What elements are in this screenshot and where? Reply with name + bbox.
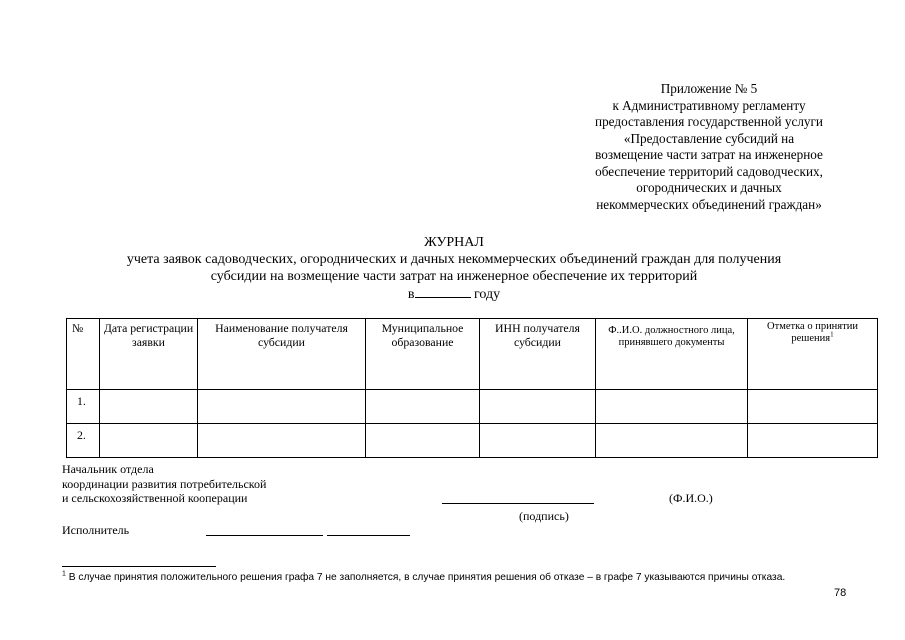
- col-header-recipient: Наименование получателя субсидии: [198, 319, 366, 390]
- col-header-inn: ИНН получателя субсидии: [480, 319, 596, 390]
- col-header-decision: Отметка о принятии решения$^1$: [748, 319, 878, 390]
- annex-header: [560, 81, 858, 213]
- table-cell[interactable]: [366, 390, 480, 424]
- signatory-position: [62, 462, 266, 506]
- footnote-ref: 1: [830, 330, 834, 339]
- annex-line: Приложение № 5: [660, 81, 758, 96]
- position-line: и сельскохозяйственной кооперации: [62, 491, 248, 505]
- annex-line: предоставления государственной услуги: [595, 114, 823, 129]
- journal-title: [60, 234, 848, 303]
- annex-line: обеспечение территорий садоводческих,: [595, 163, 823, 179]
- annex-line: огороднических и дачных: [636, 180, 782, 195]
- table-cell[interactable]: [100, 424, 198, 458]
- table-cell[interactable]: [480, 390, 596, 424]
- footnote-text: В случае принятия положительного решения графа 7 не заполняется, в случае принятия решения об отказе – в графе 7 указываются причины отказа.: [65, 572, 786, 583]
- executor-phone-line[interactable]: [327, 535, 410, 536]
- table-cell[interactable]: [480, 424, 596, 458]
- year-prefix: в: [407, 287, 415, 302]
- col-header-municipality: Муниципальное образование: [366, 319, 480, 390]
- executor-name-line[interactable]: [206, 535, 323, 536]
- footnote-mark: 1: [62, 570, 66, 578]
- footnote: [62, 572, 785, 584]
- position-line: координации развития потребительской: [62, 476, 267, 491]
- table-cell[interactable]: [748, 424, 878, 458]
- table-cell[interactable]: [596, 424, 748, 458]
- journal-heading: ЖУРНАЛ: [424, 235, 484, 250]
- journal-subtitle-line1: учета заявок садоводческих, огороднических и дачных некоммерческих объединений граждан для получения: [126, 252, 782, 267]
- journal-subtitle-line2: субсидии на возмещение части затрат на инженерное обеспечение их территорий: [210, 269, 698, 284]
- executor-label: Исполнитель: [62, 523, 130, 537]
- table-cell[interactable]: [198, 424, 366, 458]
- page-number: 78: [834, 587, 847, 599]
- col-header-date: Дата регистрации заявки: [100, 319, 198, 390]
- col-header-number: №: [67, 319, 100, 390]
- signature-line[interactable]: [442, 503, 594, 504]
- year-line: [60, 285, 848, 303]
- table-row: [67, 390, 878, 424]
- journal-table: [66, 318, 878, 458]
- annex-line: некоммерческих объединений граждан»: [596, 196, 822, 212]
- footnote-divider: [62, 566, 216, 567]
- table-cell-number: 2.: [67, 424, 100, 458]
- table-header-row: [67, 319, 878, 390]
- year-blank-field[interactable]: [415, 285, 471, 298]
- table-cell[interactable]: [198, 390, 366, 424]
- table-cell[interactable]: [366, 424, 480, 458]
- table-cell[interactable]: [596, 390, 748, 424]
- fio-label: (Ф.И.О.): [669, 491, 713, 505]
- table-cell[interactable]: [748, 390, 878, 424]
- signature-label: (подпись): [519, 509, 569, 523]
- annex-line: возмещение части затрат на инженерное: [595, 147, 823, 162]
- table-cell-number: 1.: [67, 390, 100, 424]
- position-line: Начальник отдела: [62, 462, 154, 476]
- table-row: [67, 424, 878, 458]
- annex-line: «Предоставление субсидий на: [623, 130, 795, 146]
- col-header-official: Ф..И.О. должностного лица, принявшего документы: [596, 319, 748, 390]
- annex-line: к Административному регламенту: [612, 97, 806, 113]
- year-suffix: году: [474, 287, 501, 302]
- table-cell[interactable]: [100, 390, 198, 424]
